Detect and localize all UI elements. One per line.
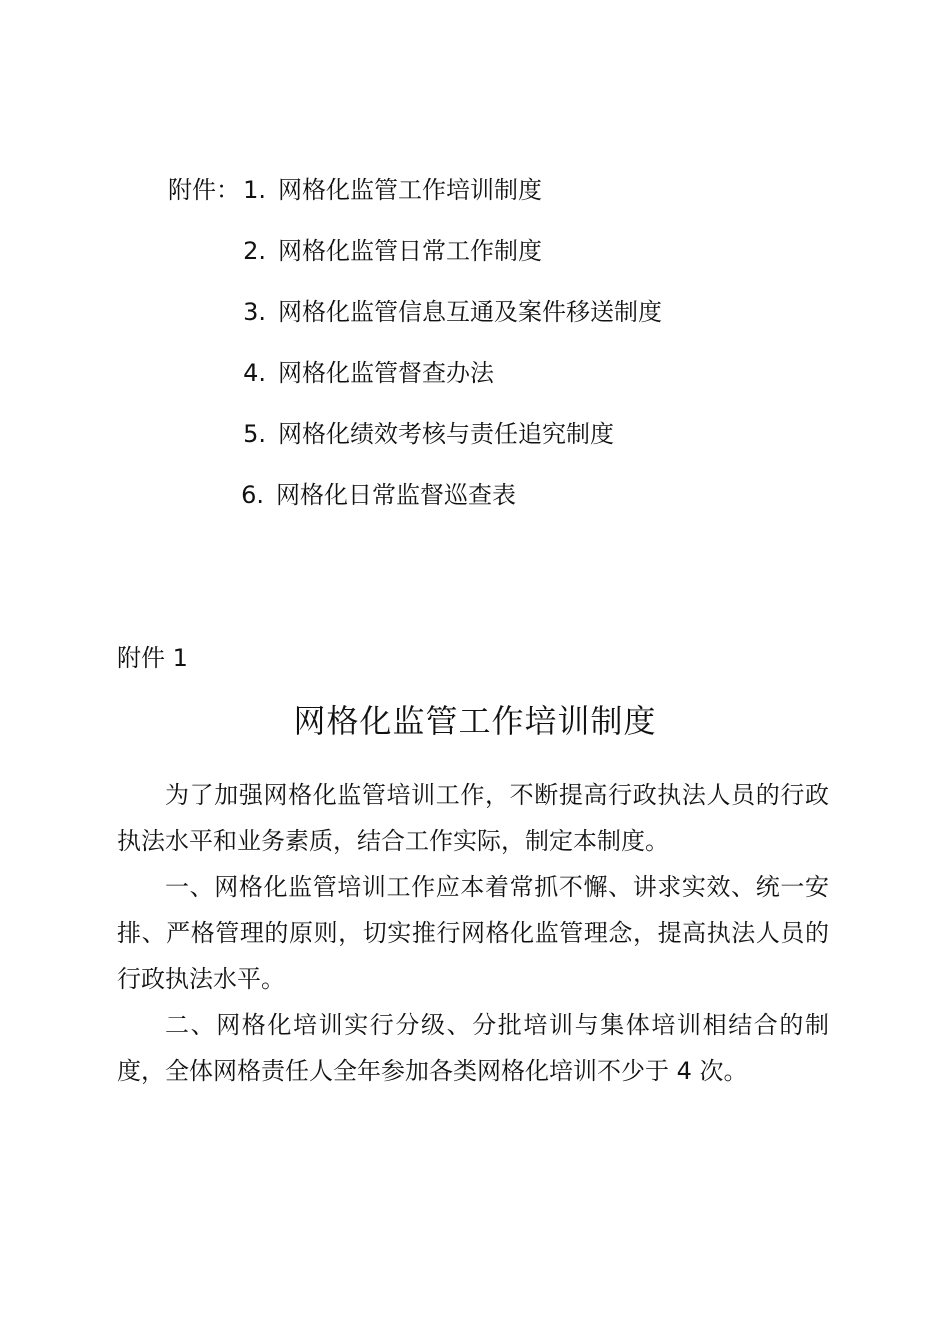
attachment-number: 6. (241, 481, 264, 509)
attachment-number: 4. (243, 359, 266, 387)
attachment-number: 5. (243, 420, 266, 448)
attachment-number: 1. (243, 176, 266, 204)
attachment-number: 2. (243, 237, 266, 265)
attachment-item-4 (0, 353, 950, 393)
attachment-title: 网格化监管工作培训制度 (278, 176, 542, 204)
attachment-prefix: 附件： (168, 176, 240, 204)
attachment-number: 3. (243, 298, 266, 326)
attachment-item-2 (0, 231, 950, 271)
attachment-item-1 (0, 170, 950, 210)
attachment-item-5 (0, 414, 950, 454)
body-paragraph: 二、网格化培训实行分级、分批培训与集体培训相结合的制度，全体网格责任人全年参加各类网格化培训不少于 4 次。 (117, 1011, 829, 1085)
document-title: 网格化监管工作培训制度 (293, 702, 657, 740)
body-paragraph: 一、网格化监管培训工作应本着常抓不懈、讲求实效、统一安排、严格管理的原则，切实推行网格化监管理念，提高执法人员的行政执法水平。 (117, 873, 829, 993)
attachment-item-3 (0, 292, 950, 332)
attachment-title: 网格化监管日常工作制度 (278, 237, 542, 265)
attachment-title: 网格化日常监督巡查表 (276, 481, 516, 509)
attachment-title: 网格化监管信息互通及案件移送制度 (278, 298, 662, 326)
body-paragraph: 为了加强网格化监管培训工作，不断提高行政执法人员的行政执法水平和业务素质，结合工作实际，制定本制度。 (117, 781, 829, 855)
attachment-title: 网格化绩效考核与责任追究制度 (278, 420, 614, 448)
appendix-label: 附件 1 (117, 644, 188, 672)
attachment-item-6 (0, 475, 950, 515)
document-body (117, 772, 829, 1094)
attachment-title: 网格化监管督查办法 (278, 359, 494, 387)
